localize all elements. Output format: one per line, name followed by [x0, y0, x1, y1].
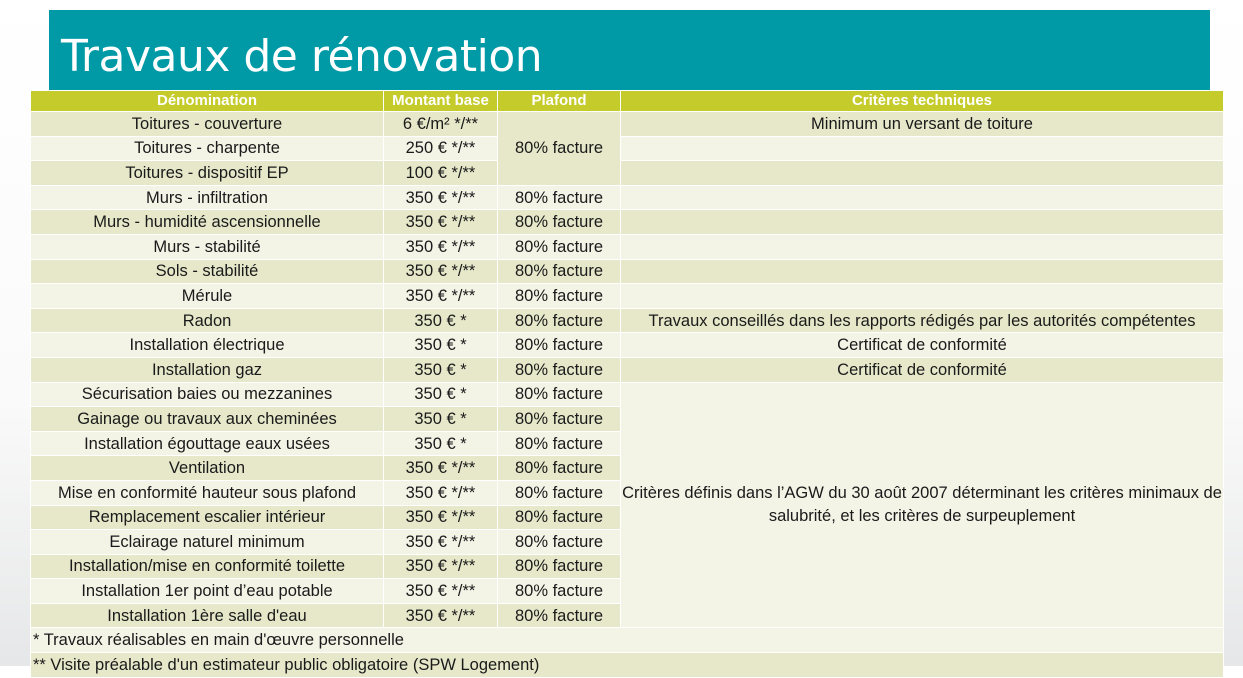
montant-cell: 350 € *	[384, 357, 498, 382]
montant-cell: 350 € *	[384, 407, 498, 432]
criteres-cell: Certificat de conformité	[621, 333, 1224, 358]
denomination-cell: Radon	[31, 308, 384, 333]
criteres-cell	[621, 161, 1224, 186]
denomination-cell: Installation 1ère salle d'eau	[31, 603, 384, 628]
header-criteres: Critères techniques	[621, 91, 1224, 112]
montant-cell: 350 € */**	[384, 603, 498, 628]
plafond-cell: 80% facture	[498, 579, 621, 604]
denomination-cell: Toitures - charpente	[31, 136, 384, 161]
montant-cell: 350 € */**	[384, 554, 498, 579]
plafond-cell: 80% facture	[498, 210, 621, 235]
table-row	[31, 333, 1224, 358]
montant-cell: 350 € *	[384, 382, 498, 407]
header-plafond: Plafond	[498, 91, 621, 112]
denomination-cell: Sécurisation baies ou mezzanines	[31, 382, 384, 407]
denomination-cell: Ventilation	[31, 456, 384, 481]
criteres-cell	[621, 210, 1224, 235]
denomination-cell: Installation/mise en conformité toilette	[31, 554, 384, 579]
montant-cell: 350 € */**	[384, 210, 498, 235]
footnote-row	[31, 653, 1224, 678]
montant-cell: 100 € */**	[384, 161, 498, 186]
denomination-cell: Toitures - dispositif EP	[31, 161, 384, 186]
plafond-cell: 80% facture	[498, 456, 621, 481]
page-title: Travaux de rénovation	[61, 31, 543, 82]
table-header-row	[31, 91, 1224, 112]
renovation-table	[30, 90, 1224, 678]
montant-cell: 350 € *	[384, 431, 498, 456]
denomination-cell: Mérule	[31, 284, 384, 309]
montant-cell: 350 € */**	[384, 456, 498, 481]
footnote-row	[31, 628, 1224, 653]
plafond-cell: 80% facture	[498, 259, 621, 284]
denomination-cell: Mise en conformité hauteur sous plafond	[31, 480, 384, 505]
montant-cell: 350 € *	[384, 333, 498, 358]
montant-cell: 350 € */**	[384, 505, 498, 530]
criteres-cell	[621, 284, 1224, 309]
plafond-cell: 80% facture	[498, 603, 621, 628]
header-montant: Montant base	[384, 91, 498, 112]
denomination-cell: Murs - humidité ascensionnelle	[31, 210, 384, 235]
montant-cell: 350 € */**	[384, 579, 498, 604]
plafond-cell: 80% facture	[498, 480, 621, 505]
plafond-cell: 80% facture	[498, 431, 621, 456]
table-row	[31, 234, 1224, 259]
denomination-cell: Installation gaz	[31, 357, 384, 382]
montant-cell: 6 €/m² */**	[384, 112, 498, 137]
denomination-cell: Murs - infiltration	[31, 185, 384, 210]
header-denomination: Dénomination	[31, 91, 384, 112]
criteres-cell	[621, 136, 1224, 161]
criteres-cell	[621, 259, 1224, 284]
plafond-cell: 80% facture	[498, 284, 621, 309]
footnote-star: * Travaux réalisables en main d'œuvre personnelle	[31, 628, 1224, 653]
denomination-cell: Toitures - couverture	[31, 112, 384, 137]
criteres-cell	[621, 185, 1224, 210]
montant-cell: 350 € */**	[384, 259, 498, 284]
plafond-cell: 80% facture	[498, 185, 621, 210]
plafond-cell: 80% facture	[498, 234, 621, 259]
table-row	[31, 210, 1224, 235]
denomination-cell: Installation électrique	[31, 333, 384, 358]
plafond-cell: 80% facture	[498, 382, 621, 407]
plafond-cell: 80% facture	[498, 333, 621, 358]
denomination-cell: Murs - stabilité	[31, 234, 384, 259]
criteres-cell: Minimum un versant de toiture	[621, 112, 1224, 137]
montant-cell: 350 € */**	[384, 234, 498, 259]
table-row	[31, 308, 1224, 333]
plafond-cell: 80% facture	[498, 357, 621, 382]
denomination-cell: Installation égouttage eaux usées	[31, 431, 384, 456]
montant-cell: 350 € *	[384, 308, 498, 333]
title-banner	[49, 10, 1210, 90]
denomination-cell: Sols - stabilité	[31, 259, 384, 284]
montant-cell: 350 € */**	[384, 284, 498, 309]
plafond-cell: 80% facture	[498, 554, 621, 579]
denomination-cell: Remplacement escalier intérieur	[31, 505, 384, 530]
montant-cell: 250 € */**	[384, 136, 498, 161]
denomination-cell: Installation 1er point d’eau potable	[31, 579, 384, 604]
montant-cell: 350 € */**	[384, 480, 498, 505]
criteres-cell	[621, 234, 1224, 259]
criteres-cell-agw: Critères définis dans l’AGW du 30 août 2007 déterminant les critères minimaux de salubrité, et les critères de surpeuplement	[621, 382, 1224, 628]
criteres-cell: Certificat de conformité	[621, 357, 1224, 382]
plafond-cell: 80% facture	[498, 407, 621, 432]
criteres-cell: Travaux conseillés dans les rapports rédigés par les autorités compétentes	[621, 308, 1224, 333]
montant-cell: 350 € */**	[384, 185, 498, 210]
table-row	[31, 136, 1224, 161]
footnote-double-star: ** Visite préalable d'un estimateur public obligatoire (SPW Logement)	[31, 653, 1224, 678]
plafond-cell: 80% facture	[498, 530, 621, 555]
table-row	[31, 382, 1224, 407]
table-row	[31, 161, 1224, 186]
plafond-cell: 80% facture	[498, 505, 621, 530]
plafond-cell-toitures: 80% facture	[498, 112, 621, 186]
table-row	[31, 357, 1224, 382]
table-row	[31, 259, 1224, 284]
table-row	[31, 185, 1224, 210]
montant-cell: 350 € */**	[384, 530, 498, 555]
table-row	[31, 112, 1224, 137]
denomination-cell: Eclairage naturel minimum	[31, 530, 384, 555]
table-row	[31, 284, 1224, 309]
plafond-cell: 80% facture	[498, 308, 621, 333]
denomination-cell: Gainage ou travaux aux cheminées	[31, 407, 384, 432]
